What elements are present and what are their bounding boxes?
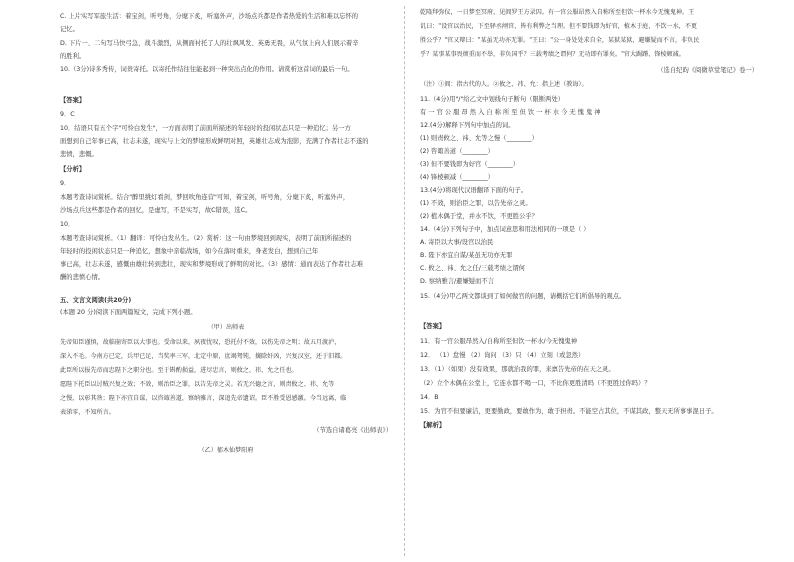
answer-15: 15．为官不但要廉洁，更要勤政，要敢作为，敢于担责。不能空占其位，不谋其政，整天无所事事混日子。 bbox=[420, 408, 718, 415]
passage-yi-line: 讥曰："设官以治民，下至驿丞闸官，皆有利弊之当理。但不要钱即为好官，植木于庭，不饮一水，不更 bbox=[420, 23, 698, 30]
right-column bbox=[420, 0, 758, 562]
answer-10-line: 面想到自己年事已高，壮志未遂，现实与上文的梦境形成鲜明对照，英雄壮志成为泡影，充满了作者壮志不遂的 bbox=[60, 138, 369, 145]
question-13-item: (1) 不效，则治臣之罪，以告先帝之灵。 bbox=[420, 200, 532, 207]
left-column bbox=[60, 0, 392, 562]
analysis-9-num: 9． bbox=[60, 180, 71, 187]
answer-14: 14．B bbox=[420, 394, 439, 401]
question-13-item: (2) 植木偶于堂，并水不饮，不更胜公乎？ bbox=[420, 213, 538, 220]
question-12-item: (3) 但不要钱即为好官（________） bbox=[420, 161, 520, 168]
question-14-option: A. 寄臣以大事/设官以治民 bbox=[420, 239, 494, 246]
question-12-item: (2) 咨诹善道（________） bbox=[420, 148, 494, 155]
answer-12: 12． （1）怠慢 （2）询问 （3）只 （4）立刻（或忽然） bbox=[420, 352, 585, 359]
analysis-heading: 【分析】 bbox=[60, 166, 86, 173]
analysis-10-line: 事已高，壮志未遂，感慨由雄壮转到悲壮，现实和梦境形成了鲜明的对比。（3）感情：通而表达了作者壮志难 bbox=[60, 261, 364, 268]
passage-jia-line: 愿陛下托臣以讨贼兴复之效；不效，则治臣之罪，以告先帝之灵。若无兴德之言，则责攸之、祎、允等 bbox=[60, 381, 335, 388]
analysis-heading-right: 【解析】 bbox=[420, 422, 446, 429]
analysis-10-line: 年轻时的投闲状态只是一种追忆，想象中亲临战场，如今在落时重来，身老发白，想到自己年 bbox=[60, 248, 319, 255]
analysis-10-line: 酬的悲愤心情。 bbox=[60, 274, 105, 281]
section-5-subtitle: (本题 20 分)阅读下面两篇短文，完成下列小题。 bbox=[60, 309, 197, 316]
section-5-title: 五、文言文阅读(共20分) bbox=[60, 297, 132, 304]
answer-13-1: 13．（1）（如果）没有效果，那就治我的罪，来禀告先帝的在天之灵。 bbox=[420, 366, 615, 373]
passage-jia-line: 此臣所以报先帝而忠陛下之职分也。至于斟酌损益，进尽忠言，则攸之、祎、允之任也。 bbox=[60, 367, 298, 374]
passage-jia-line: 先帝知臣谨慎，故临崩寄臣以大事也。受命以来，夙夜忧叹，恐托付不效，以伤先帝之明；故五月渡泸， bbox=[60, 339, 341, 346]
analysis-9-line: 沙场点兵这些都是作者的回忆，是虚写，不是实写，故C错误，选C。 bbox=[60, 207, 252, 214]
question-14-option: D. 察纳雅言/避嫌疑而不言 bbox=[420, 278, 494, 285]
passage-jia-line: 表涕零，不知所言。 bbox=[60, 409, 115, 416]
answer-13-2: （2）立个木偶在公堂上，它连水都不喝一口，不比你更胜清吗（不更胜过你吗）？ bbox=[420, 380, 651, 387]
question-14: 14.（4分)下列句子中，加点词意思和用法相同的一项是（ ） bbox=[420, 226, 590, 233]
option-d-cont: 的胜利。 bbox=[60, 53, 86, 60]
passage-notes: （注）①阎：指古代的人。②攸之、祎、允：指上述（教诲）。 bbox=[420, 81, 588, 88]
passage-jia-line: 深入不毛。今南方已定，兵甲已足，当奖率三军，北定中原，庶竭驽钝，攘除奸凶，兴复汉室，还于旧都。 bbox=[60, 353, 347, 360]
question-15: 15.（4分)甲乙两文都谈到了如何做官的问题，请概括它们所倡导的观点。 bbox=[420, 293, 626, 300]
question-13: 13.(4分)将现代汉语翻译下面的句子。 bbox=[420, 187, 528, 194]
question-12-item: (4) 锋棱顿减（________） bbox=[420, 174, 494, 181]
question-12: 12.(4分)解释下列句中加点的词。 bbox=[420, 122, 515, 129]
option-d: D. 下片一、二句写马快弓急，战斗激烈，从侧面衬托了人的壮飒风发、英勇无畏，从气氛上向人们展示着辛 bbox=[60, 40, 359, 47]
passage-yi-line: 乎？某事某事畏烦重而不举，非负国乎？三载考绩之谓何？无功即有罪矣。"官大跼蹐，锋棱顿减。 bbox=[420, 51, 685, 58]
answer-9: 9．C bbox=[60, 111, 75, 118]
passage-yi-title: （乙）郁木仙梦阳府 bbox=[198, 447, 254, 454]
question-10: 10.（3分)诗多秀传，词贵寄托。以寄托作结往往能起到一种突出点化的作用。请赏析这首词的最后一句。 bbox=[60, 66, 354, 73]
analysis-10-line: 本题考查诗词赏析。（1）翻译：可怜白发丛生。（2）赏析：这一句由梦境回到现实，表明了前面所描述的 bbox=[60, 235, 352, 242]
passage-yi-line: 乾隆拜弥仪，一日梦至冥府，见阎罗王方录囚。有一官公服昂然入自称所至但饮一杯水今无愧鬼神。王 bbox=[420, 9, 695, 16]
passage-jia-source: （节选自诸葛亮《出师表》） bbox=[313, 427, 392, 434]
analysis-9-line: 本题考查诗词赏析。结合"醉里挑灯看剑，梦回吹角连营"可知，着宝剑，听号角，分麾下炙，听塞外声， bbox=[60, 194, 350, 201]
option-c: C. 上片实写军旅生活：着宝剑，听号角，分麾下炙，听塞外声，沙场点兵都是作者热爱的生活和难以忘怀的 bbox=[60, 13, 359, 20]
passage-yi-source: （选自纪昀《阅微草堂笔记》卷一） bbox=[657, 67, 758, 74]
passage-jia-title: （甲）出师表 bbox=[207, 324, 245, 331]
passage-jia-line: 之慢，以彰其咎；陛下亦宜自谋，以咨诹善道，察纳雅言，深追先帝遗诏。臣不胜受恩感激。今当远离，临 bbox=[60, 395, 347, 402]
answer-heading-right: 【答案】 bbox=[420, 323, 446, 330]
column-divider bbox=[404, 6, 405, 556]
answer-heading: 【答案】 bbox=[60, 97, 86, 104]
question-11-text: 有 一 官 公 服 昂 然 入 自 称 所 至 但 饮 一 杯 水 今 无 愧 鬼 神 bbox=[420, 109, 601, 116]
question-14-option: B. 陛下亦宜自谋/某虽无功亦无罪 bbox=[420, 252, 513, 259]
analysis-10-num: 10． bbox=[60, 221, 75, 228]
answer-10-line: 10．结语只有五个字"可怜白发生"，一方面表明了前面所描述的年轻时的投闲状态只是一种追忆；另一方 bbox=[60, 125, 351, 132]
option-c-cont: 记忆。 bbox=[60, 26, 79, 33]
question-12-item: (1) 则责攸之、祎、允等之慢（________） bbox=[420, 135, 538, 142]
answer-10-line: 悲愤，悲慨。 bbox=[60, 151, 98, 158]
answer-11: 11．有一官公服昂然入/自称所至但饮一杯水/今无愧鬼神 bbox=[420, 338, 578, 345]
passage-yi-line: 胜公乎？"官又辩曰："某虽无功亦无罪。"王曰："公一身处处求自全，某狱某狱，避嫌疑而不言，非负民 bbox=[420, 37, 700, 44]
question-11: 11.（4分)用"/"给乙文中划线句子断句（限断两处） bbox=[420, 96, 565, 103]
question-14-option: C. 攸之、祎、允之任/三载考绩之谓何 bbox=[420, 265, 525, 272]
